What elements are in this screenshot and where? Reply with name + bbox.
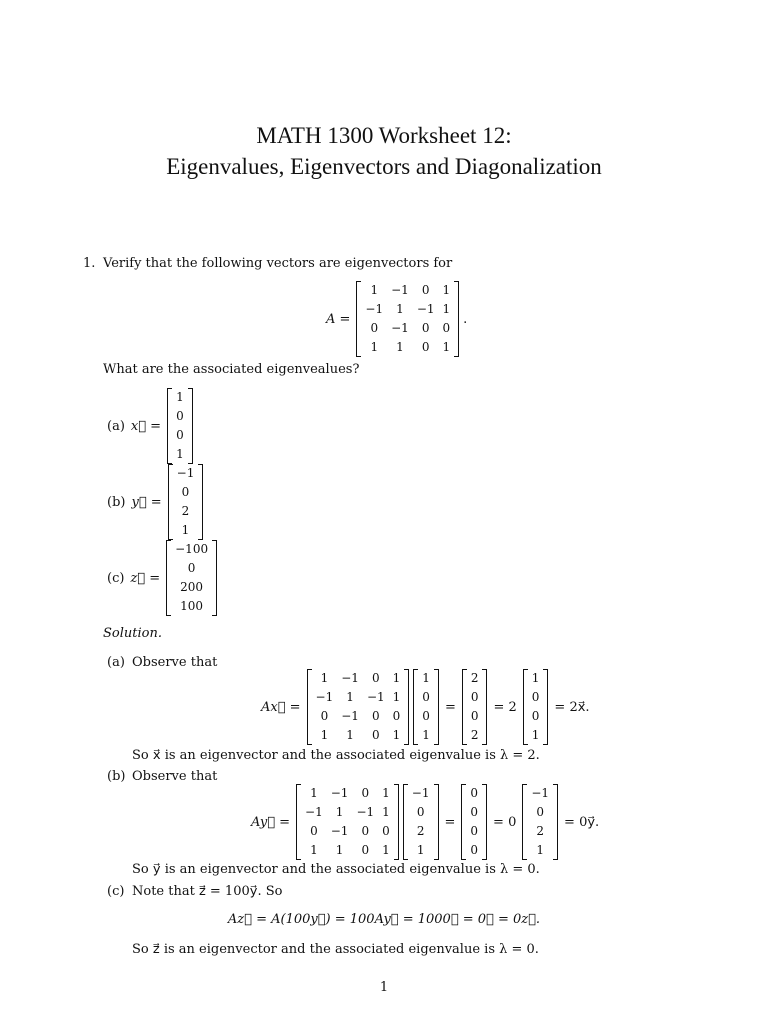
matrix-row [171, 540, 212, 559]
matrix-row [171, 559, 212, 578]
matrix-row [173, 483, 199, 502]
matrix-entry: 0 [470, 824, 479, 838]
matrix-entry: −1 [531, 786, 550, 800]
vector-x [167, 388, 193, 464]
part-a [107, 388, 193, 464]
question-text: What are the associated eigenvealues? [103, 362, 360, 377]
part-c [107, 540, 217, 616]
matrix-entry: 0 [422, 709, 430, 723]
matrix-row [528, 669, 544, 688]
solution-b-eq1: = [444, 814, 456, 830]
matrix-entry: 1 [176, 447, 184, 461]
matrix-entry: 1 [442, 340, 451, 354]
matrix-row [466, 784, 482, 803]
matrix-entry: 0 [421, 283, 430, 297]
matrix-row [312, 688, 405, 707]
matrix-row [172, 426, 188, 445]
solution-a-eq2: = 2 [493, 699, 517, 715]
matrix-entry: 0 [536, 805, 545, 819]
title-line-2: Eigenvalues, Eigenvectors and Diagonalization [166, 154, 602, 179]
matrix-row [301, 784, 394, 803]
matrix-row [527, 784, 553, 803]
matrix-row [171, 597, 212, 616]
matrix-entries [528, 669, 544, 745]
solution-c-conclusion: So z⃗ is an eigenvector and the associated eigenvalue is λ = 0. [132, 942, 539, 957]
matrix-row [418, 669, 434, 688]
matrix-row [171, 578, 212, 597]
solution-a-equation [261, 669, 596, 745]
vector-y [168, 464, 204, 540]
matrix-row [312, 669, 405, 688]
bracket-right [188, 388, 193, 464]
solution-a-eq3: = 2x⃗. [554, 699, 590, 715]
matrix-entry: −100 [175, 542, 209, 556]
matrix-row [312, 726, 405, 745]
matrix-row [528, 707, 544, 726]
solution-c-label: (c) [107, 884, 125, 899]
part-b-lhs: y⃗ = [131, 494, 162, 510]
bracket-right [212, 540, 217, 616]
matrix-a-period: . [463, 311, 468, 327]
matrix-entry: 0 [421, 340, 430, 354]
matrix-entry: 1 [176, 390, 184, 404]
matrix-entry: 0 [371, 671, 380, 685]
solution-b-conclusion: So y⃗ is an eigenvector and the associated eigenvalue is λ = 0. [132, 862, 540, 877]
matrix-entry: 2 [470, 728, 479, 742]
solution-b-matrix [296, 784, 399, 860]
solution-b-equation [251, 784, 605, 860]
matrix-entry: −1 [341, 671, 359, 685]
matrix-a-label: A = [326, 311, 351, 327]
matrix-entry: 1 [382, 805, 390, 819]
solution-a-matrix [307, 669, 410, 745]
part-c-label: (c) [107, 570, 125, 586]
matrix-entries [466, 784, 482, 860]
matrix-entry: 1 [370, 340, 379, 354]
matrix-row [361, 319, 454, 338]
solution-a-conclusion: So x⃗ is an eigenvector and the associated eigenvalue is λ = 2. [132, 748, 540, 763]
solution-b-eq2: = 0 [493, 814, 517, 830]
matrix-row [527, 803, 553, 822]
matrix-entry: 100 [180, 599, 204, 613]
matrix-row [361, 338, 454, 357]
matrix-row [173, 521, 199, 540]
matrix-entry: −1 [315, 690, 334, 704]
matrix-entry: 1 [422, 728, 430, 742]
matrix-entries [408, 784, 434, 860]
matrix-row [418, 688, 434, 707]
matrix-row [527, 841, 553, 860]
matrix-entry: 0 [422, 690, 430, 704]
matrix-row [418, 707, 434, 726]
matrix-entry: 0 [382, 824, 390, 838]
matrix-entry: 0 [181, 485, 190, 499]
matrix-entry: −1 [176, 466, 195, 480]
matrix-entries [527, 784, 553, 860]
matrix-row [528, 688, 544, 707]
matrix-entries [467, 669, 483, 745]
matrix-row [173, 502, 199, 521]
matrix-entry: 1 [442, 283, 451, 297]
matrix-entry: 0 [361, 786, 370, 800]
solution-b-intro: Observe that [132, 769, 218, 784]
worksheet-title [0, 120, 768, 182]
matrix-entry: 1 [335, 843, 344, 857]
matrix-entry: 0 [371, 728, 380, 742]
matrix-entry: 1 [531, 728, 540, 742]
matrix-entry: 1 [396, 302, 404, 316]
matrix-entry: 0 [392, 709, 401, 723]
matrix-entry: 1 [536, 843, 545, 857]
page-number: 1 [379, 980, 389, 995]
problem-statement: Verify that the following vectors are eigenvectors for [103, 256, 453, 271]
vector-z [166, 540, 217, 616]
matrix-entry: 0 [470, 709, 479, 723]
matrix-row [467, 688, 483, 707]
matrix-entry: −1 [365, 302, 384, 316]
matrix-entry: 1 [416, 843, 425, 857]
matrix-entry: 200 [180, 580, 204, 594]
matrix-entry: 0 [370, 321, 379, 335]
bracket-right [553, 784, 558, 860]
matrix-entry: 2 [416, 824, 425, 838]
matrix-entry: 1 [346, 728, 354, 742]
matrix-row [301, 803, 394, 822]
matrix-row [361, 300, 454, 319]
matrix-entry: 0 [310, 824, 318, 838]
matrix-row [408, 841, 434, 860]
matrix-entry: −1 [330, 824, 349, 838]
matrix-entry: 1 [396, 340, 404, 354]
matrix-row [467, 726, 483, 745]
matrix-entry: 0 [416, 805, 425, 819]
problem-number: 1. [83, 256, 96, 271]
matrix-row [466, 841, 482, 860]
matrix-row [408, 784, 434, 803]
solution-b-eq3: = 0y⃗. [564, 814, 600, 830]
matrix-entry: −1 [411, 786, 430, 800]
matrix-entry: 0 [361, 843, 370, 857]
matrix-row [467, 669, 483, 688]
matrix-entry: 2 [181, 504, 190, 518]
matrix-entry: 1 [310, 843, 318, 857]
matrix-entry: 1 [531, 671, 540, 685]
matrix-entry: −1 [305, 805, 323, 819]
matrix-entry: 1 [392, 671, 401, 685]
matrix-row [361, 281, 454, 300]
matrix-entry: 0 [361, 824, 370, 838]
matrix-entry: 1 [382, 843, 390, 857]
matrix-row [173, 464, 199, 483]
bracket-right [454, 281, 459, 357]
solution-a-eq1: = [444, 699, 456, 715]
matrix-row [408, 822, 434, 841]
solution-a-intro: Observe that [132, 655, 218, 670]
matrix-entry: 0 [176, 409, 184, 423]
matrix-entries [361, 281, 454, 357]
solution-b-vector-y [403, 784, 439, 860]
matrix-entry: 1 [346, 690, 354, 704]
matrix-entries [173, 464, 199, 540]
matrix-entries [312, 669, 405, 745]
solution-a-product [462, 669, 488, 745]
matrix-entries [171, 540, 212, 616]
matrix-entry: −1 [366, 690, 385, 704]
matrix-entry: 1 [181, 523, 190, 537]
bracket-right [543, 669, 548, 745]
matrix-row [301, 841, 394, 860]
matrix-entry: 0 [470, 805, 479, 819]
matrix-entries [172, 388, 188, 464]
matrix-a [356, 281, 459, 357]
bracket-right [434, 669, 439, 745]
part-b-label: (b) [107, 494, 126, 510]
matrix-entries [418, 669, 434, 745]
solution-a-lhs: Ax⃗ = [261, 699, 301, 715]
matrix-entry: 2 [536, 824, 545, 838]
matrix-row [408, 803, 434, 822]
matrix-row [418, 726, 434, 745]
matrix-entry: 0 [531, 690, 540, 704]
matrix-entry: 0 [531, 709, 540, 723]
solution-a-vector-x [413, 669, 439, 745]
matrix-entry: 1 [382, 786, 390, 800]
part-a-label: (a) [107, 418, 125, 434]
matrix-entry: 0 [442, 321, 451, 335]
matrix-entry: 2 [470, 671, 479, 685]
solution-c-intro: Note that z⃗ = 100y⃗. So [132, 884, 283, 899]
solution-b-label: (b) [107, 769, 126, 784]
matrix-row [172, 388, 188, 407]
matrix-entry: 0 [320, 709, 329, 723]
matrix-row [172, 445, 188, 464]
matrix-entry: −1 [341, 709, 359, 723]
title-line-1: MATH 1300 Worksheet 12: [256, 123, 512, 148]
matrix-row [301, 822, 394, 841]
matrix-entry: 0 [421, 321, 430, 335]
matrix-entry: 1 [310, 786, 318, 800]
matrix-entry: 1 [392, 690, 401, 704]
matrix-a-definition [326, 281, 467, 357]
matrix-row [466, 803, 482, 822]
matrix-entry: 0 [470, 843, 479, 857]
solution-b-product [461, 784, 487, 860]
matrix-entry: 0 [371, 709, 380, 723]
part-c-lhs: z⃗ = [130, 570, 161, 586]
matrix-row [312, 707, 405, 726]
matrix-entry: 0 [176, 428, 184, 442]
matrix-entry: −1 [356, 805, 375, 819]
bracket-right [394, 784, 399, 860]
solution-a-label: (a) [107, 655, 125, 670]
solution-c-equation: Az⃗ = A(100y⃗) = 100Ay⃗ = 1000⃗ = 0⃗ = 0z⃗. [227, 912, 541, 927]
matrix-entry: 1 [320, 671, 329, 685]
matrix-row [172, 407, 188, 426]
bracket-right [434, 784, 439, 860]
matrix-entry: 1 [422, 671, 430, 685]
bracket-right [198, 464, 203, 540]
matrix-entry: 1 [392, 728, 401, 742]
matrix-entry: 1 [442, 302, 451, 316]
matrix-entry: 1 [320, 728, 329, 742]
matrix-entry: −1 [330, 786, 349, 800]
solution-b-lhs: Ay⃗ = [251, 814, 291, 830]
matrix-entry: 0 [470, 786, 479, 800]
matrix-row [467, 707, 483, 726]
matrix-entry: −1 [391, 321, 409, 335]
matrix-entries [301, 784, 394, 860]
bracket-right [404, 669, 409, 745]
solution-heading: Solution. [103, 626, 162, 641]
part-a-lhs: x⃗ = [130, 418, 162, 434]
matrix-row [466, 822, 482, 841]
matrix-entry: −1 [416, 302, 435, 316]
matrix-entry: −1 [391, 283, 409, 297]
bracket-right [482, 669, 487, 745]
solution-a-vector-x2 [523, 669, 549, 745]
matrix-entry: 0 [187, 561, 196, 575]
matrix-entry: 1 [335, 805, 344, 819]
matrix-entry: 0 [470, 690, 479, 704]
solution-b-vector-y2 [522, 784, 558, 860]
matrix-row [527, 822, 553, 841]
bracket-right [482, 784, 487, 860]
part-b [107, 464, 203, 540]
matrix-row [528, 726, 544, 745]
matrix-entry: 1 [370, 283, 379, 297]
